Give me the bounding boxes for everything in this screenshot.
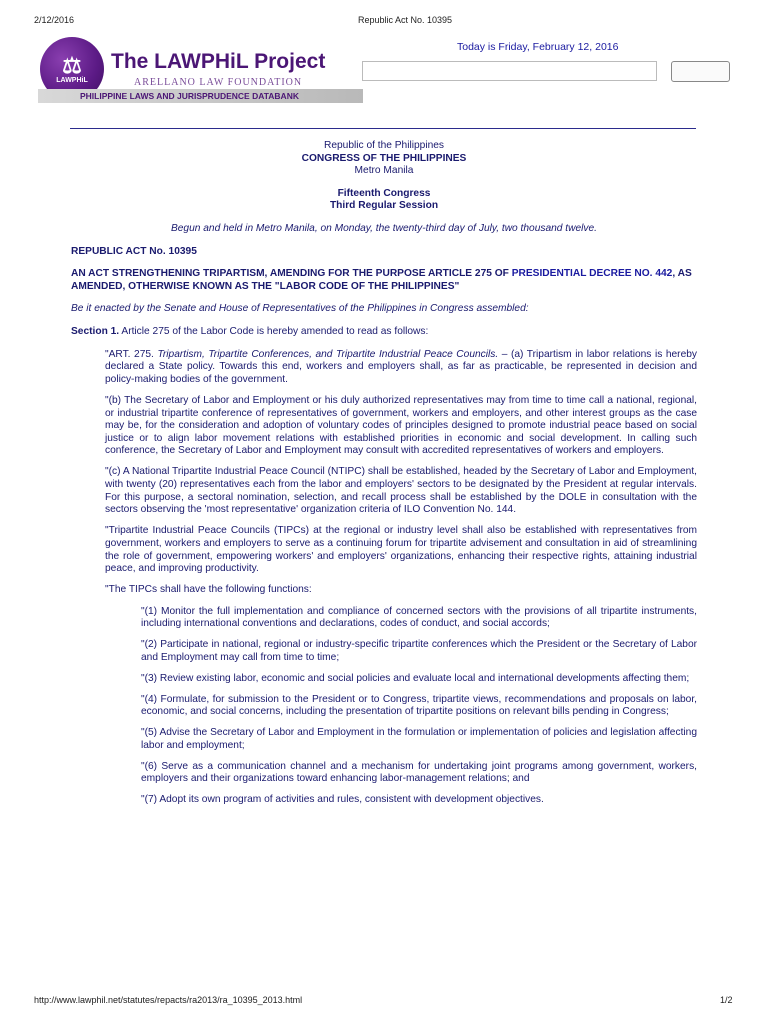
function-item: "(4) Formulate, for submission to the President or to Congress, tripartite views, recommendations and proposals on labor, economic, and social concerns, including the presentation of tripartite positions on relevant bills pending in Congress; [141,693,697,718]
function-item: "(6) Serve as a communication channel and a mechanism for undertaking joint programs among government, workers, employers and their organizations toward enhancing labor-management relations; and [141,760,697,785]
function-item: "(2) Participate in national, regional or industry-specific tripartite conferences which the President or the Secretary of Labor and Employment may call from time to time; [141,639,697,663]
doc-metro-manila: Metro Manila [354,165,414,177]
logo-band: PHILIPPINE LAWS AND JURISPRUDENCE DATABANK [38,89,363,103]
art-prefix: "ART. 275. [105,348,158,360]
print-footer-url: http://www.lawphil.net/statutes/repacts/ra2013/ra_10395_2013.html [34,995,303,1005]
function-item: "(7) Adopt its own program of activities and rules, consistent with development objectives. [141,794,544,806]
doc-congress-number: Fifteenth Congress [337,187,431,199]
lawphil-logo[interactable] [38,37,368,107]
act-title-part2: , AS AMENDED, OTHERWISE KNOWN AS THE "LABOR CODE OF THE PHILIPPINES" [71,268,692,292]
search-button[interactable] [671,61,730,82]
print-date: 2/12/2016 [34,15,75,25]
print-title: Republic Act No. 10395 [358,15,453,25]
pd-442-link[interactable]: PRESIDENTIAL DECREE NO. 442 [511,268,673,280]
document-body [71,140,697,815]
header-divider [70,128,696,129]
enacting-clause: Be it enacted by the Senate and House of Representatives of the Philippines in Congress assembled: [71,303,529,315]
functions-intro: "The TIPCs shall have the following functions: [105,584,312,596]
section-1 [71,326,697,339]
doc-congress: CONGRESS OF THE PHILIPPINES [301,152,467,164]
article-275-a [105,349,697,387]
logo-subtitle: ARELLANO LAW FOUNDATION [134,77,303,88]
scales-of-justice-icon: ⚖ LAWPHiL [40,37,104,101]
doc-session: Third Regular Session [329,200,439,212]
today-date: Today is Friday, February 12, 2016 [457,41,619,53]
function-item: "(5) Advise the Secretary of Labor and Employment in the formulation or implementation of policies and legislation affecting labor and employment; [141,727,697,751]
section-1-text: Article 275 of the Labor Code is hereby amended to read as follows: [119,325,429,337]
print-footer-page: 1/2 [720,995,733,1005]
act-title-part1: AN ACT STRENGTHENING TRIPARTISM, AMENDING FOR THE PURPOSE ARTICLE 275 OF [71,268,512,280]
art-heading: Tripartism, Tripartite Conferences, and Tripartite Industrial Peace Councils. [157,348,499,360]
article-275-b: "(b) The Secretary of Labor and Employment or his duly authorized representatives may from time to time call a national, regional, or industrial tripartite conference of representatives of government, workers and employers, and other interest groups as the case may be, for the consideration and adoption of voluntary codes of principles designed to promote industrial peace based on social justice or to align labor movement relations with established priorities in economic and social development. In calling such conference, the Secretary of Labor and Employment may consult with accredited representatives of workers and employers. [105,394,697,457]
article-275-c: "(c) A National Tripartite Industrial Peace Council (NTIPC) shall be established, headed by the Secretary of Labor and Employment, with twenty (20) representatives each from the labor and employers' sectors to be designated by the President at regular intervals. For this purpose, a sectoral nomination, selection, and recall process shall be established by the DOLE in consultation with the sectors observing the 'most representative' organization criteria of ILO Convention No. 144. [105,466,697,516]
function-item: "(1) Monitor the full implementation and compliance of concerned sectors with the provisions of all tripartite instruments, including international conventions and declarations, codes of conduct, and social accords; [141,605,697,630]
art-rest: – (a) Tripartism in labor relations is hereby declared a State policy. Towards this end, workers and employers shall, as far as practicable, be represented in decision and policy-making bodies of the government. [105,348,698,385]
function-item: "(3) Review existing labor, economic and social policies and evaluate local and international developments affecting them; [141,672,690,684]
tipc-paragraph: "Tripartite Industrial Peace Councils (TIPCs) at the regional or industry level shall also be established with representatives from government, workers and employers to serve as a continuing forum for tripartite advisement and consultation in aid of streamlining the role of government, empowering workers' and employers' organizations, enhancing their respective rights, attaining industrial peace, and improving productivity. [105,525,697,575]
doc-republic: Republic of the Philippines [323,140,445,151]
section-1-label: Section 1. [71,325,120,337]
logo-title: The LAWPHiL Project [111,50,326,73]
act-number: REPUBLIC ACT No. 10395 [71,245,197,257]
doc-begun: Begun and held in Metro Manila, on Monday, the twenty-third day of July, two thousand twelve. [170,222,598,234]
seal-text: LAWPHiL [56,76,88,84]
act-title [71,268,697,293]
search-input[interactable] [362,61,657,81]
